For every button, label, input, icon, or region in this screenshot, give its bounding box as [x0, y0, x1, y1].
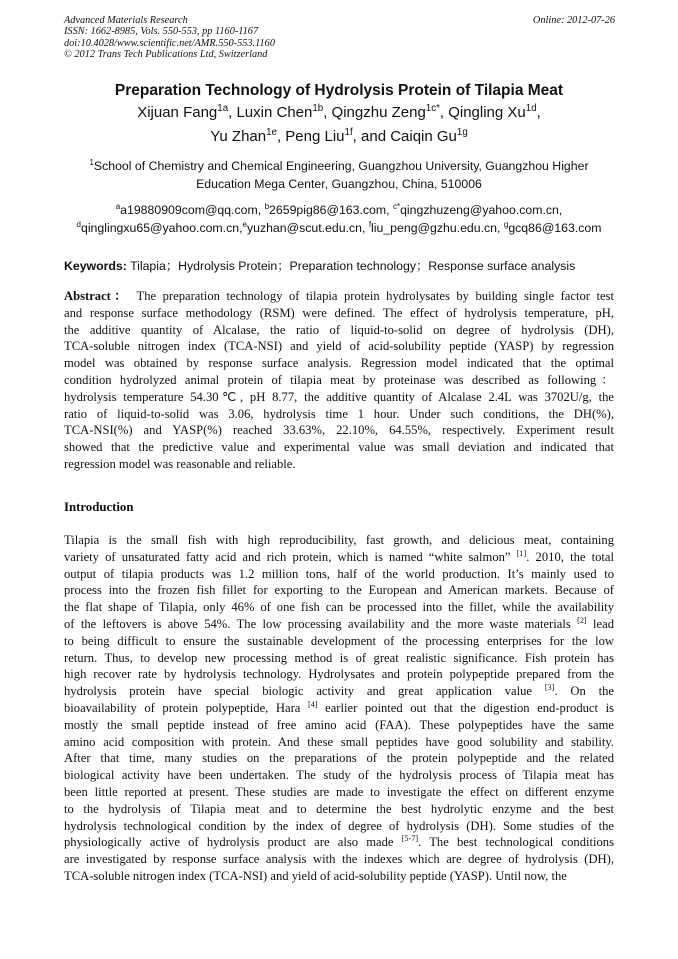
superscript: 1g — [456, 127, 468, 138]
citation[interactable]: [1] — [516, 548, 527, 558]
citation[interactable]: [2] — [577, 615, 587, 625]
text-segment: ratio of liquid-to-solid was 3.06, hydrolysis time 1 hour. Under such conditions, the DH(%), — [64, 406, 614, 421]
text-segment: mostly the small peptide instead of free amino acid (FAA). These polypeptides have the same — [64, 717, 614, 732]
superscript: b — [264, 201, 270, 211]
paper-title: Preparation Technology of Hydrolysis Protein of Tilapia Meat — [114, 82, 564, 99]
text-segment: qingzhuzeng@yahoo.com.cn, — [400, 203, 563, 217]
text-line — [64, 717, 614, 734]
text-segment: The preparation technology of tilapia protein hydrolysates by building single factor test — [130, 289, 614, 303]
text-segment: Tilapia is the small fish with high reproducibility, fast growth, and delicious meat, containing — [64, 533, 614, 547]
affiliation-line-2 — [0, 177, 678, 191]
text-segment: showed that the predictive value and experimental value was small deviation and indicated that — [64, 440, 614, 455]
text-line — [64, 322, 614, 339]
text-line — [64, 599, 614, 616]
introduction-body — [64, 532, 614, 885]
text-line — [64, 288, 614, 305]
text-segment: the flat shape of Tilapia, only 46% of one fish can be processed into the fillet, while the availability — [64, 600, 614, 615]
text-segment: TCA-NSI(%) and YASP(%) reached 33.63%, 22.10%, 64.55%, respectively. Experiment result — [64, 423, 614, 438]
affiliation-line-1 — [0, 159, 678, 173]
superscript: e — [242, 219, 247, 229]
text-line — [64, 851, 614, 868]
superscript: 1f — [344, 127, 353, 138]
text-line — [64, 784, 614, 801]
text-line — [64, 372, 614, 389]
text-line — [64, 532, 614, 549]
text-line — [64, 616, 614, 633]
authors-line-2 — [0, 128, 678, 145]
superscript: 1b — [312, 103, 324, 114]
text-segment: are investigated by response surface analysis with the indexes which are degree of hydrolysis (DH), — [64, 852, 614, 867]
text-segment: return. Thus, to develop new processing method is of great realistic significance. Fish protein has — [64, 650, 614, 665]
text-segment: liu_peng@gzhu.edu.cn, — [371, 221, 504, 235]
text-segment: process into the frozen fish fillet for exporting to the European and American markets. Because of — [64, 583, 614, 598]
copyright: © 2012 Trans Tech Publications Ltd, Switzerland — [64, 48, 268, 60]
text-line — [64, 650, 614, 667]
text-segment: output of tilapia products was 1.2 million tons, half of the world production. It’s mainly used to — [64, 566, 614, 581]
text-segment: 2659pig86@163.com, — [269, 203, 393, 217]
text-segment: high recover rate by hydrolysis technology. Hydrolysates and protein polypeptide prepared from the — [64, 667, 614, 682]
text-line — [64, 767, 614, 784]
text-segment: yuzhan@scut.edu.cn, — [246, 221, 369, 235]
superscript: d — [76, 219, 81, 229]
text-segment: been little reported at present. These studies are made to investigate the effect on different enzyme — [64, 784, 614, 799]
text-line — [64, 355, 614, 372]
text-segment: TCA-soluble nitrogen index (TCA-NSI) and yield of acid-solubility peptide (YASP) by regression — [64, 339, 614, 354]
text-segment: qinglingxu65@yahoo.com.cn, — [80, 221, 243, 235]
text-line — [64, 700, 614, 717]
text-line — [64, 683, 614, 700]
text-line — [64, 750, 614, 767]
text-segment: , and Caiqin Gu — [352, 128, 457, 145]
text-line — [64, 868, 614, 885]
citation[interactable]: [3] — [544, 682, 555, 692]
text-segment: . 2010, the total — [526, 549, 615, 564]
text-segment: , Qingling Xu — [439, 104, 526, 121]
text-segment: Yu Zhan — [210, 128, 267, 145]
abstract — [64, 288, 614, 473]
text-segment: and response surface methodology (RSM) were defined. The effect of hydrolysis temperature, pH, — [64, 305, 614, 320]
citation[interactable]: [5-7] — [401, 834, 419, 844]
superscript: 1e — [266, 127, 277, 138]
text-segment: , Luxin Chen — [228, 104, 313, 121]
text-segment: amino acid composition with protein. And these small peptides have good solubility and stability. — [64, 734, 614, 749]
section-heading-introduction: Introduction — [64, 500, 134, 514]
text-segment: the additive quantity of Alcalase, the ratio of liquid-to-solid on degree of hydrolysis (DH), — [64, 322, 614, 337]
text-segment: bioavailability of protein polypeptide, Hara — [64, 700, 308, 715]
text-segment: lead — [586, 616, 614, 631]
text-line — [64, 456, 614, 473]
superscript: f — [368, 219, 372, 229]
text-line — [64, 406, 614, 423]
text-segment: . On the — [554, 684, 614, 699]
emails-line-2 — [0, 221, 678, 235]
text-line — [64, 389, 614, 406]
superscript: 1d — [525, 103, 537, 114]
superscript: a — [115, 201, 121, 211]
text-segment: earlier pointed out that the digestion end-product is — [317, 700, 614, 715]
text-segment: a19880909com@qq.com, — [120, 203, 265, 217]
text-segment: biological activity have been undertaken. The study of the hydrolysis process of Tilapia meat has — [64, 768, 614, 783]
superscript: 1a — [217, 103, 229, 114]
text-line — [64, 818, 614, 835]
text-line — [64, 338, 614, 355]
superscript: g — [503, 219, 509, 229]
citation[interactable]: [4] — [307, 699, 318, 709]
emails-line-1 — [0, 203, 678, 217]
text-segment: to being difficult to ensure the sustainable development of the processing enterprises for the low — [64, 633, 614, 648]
text-line — [64, 582, 614, 599]
text-segment: TCA-soluble nitrogen index (TCA-NSI) and yield of acid-solubility peptide (YASP). Until now, the — [64, 868, 567, 883]
keywords-text: Tilapia；Hydrolysis Protein；Preparation technology；Response surface analysis — [126, 259, 576, 273]
keywords — [64, 256, 575, 274]
text-segment: , — [536, 104, 541, 121]
journal-name: Advanced Materials Research — [64, 15, 188, 26]
online-date: Online: 2012-07-26 — [532, 15, 615, 26]
superscript: 1c* — [425, 103, 440, 114]
text-line — [64, 834, 614, 851]
text-line — [64, 734, 614, 751]
journal-header — [64, 15, 275, 60]
text-segment: . The best technological conditions — [418, 835, 614, 850]
text-segment: of the leftovers is above 54%. The low processing availability and the more waste materials — [64, 616, 578, 631]
text-line — [64, 549, 614, 566]
issn: ISSN: 1662-8985, Vols. 550-553, pp 1160-1167 — [64, 26, 259, 38]
text-line — [64, 566, 614, 583]
text-segment: to the hydrolysis of Tilapia meat and to determine the best hydrolytic enzyme and the best — [64, 801, 614, 816]
text-segment: After that time, many studies on the preparations of the protein polypeptide and the related — [64, 751, 614, 766]
text-segment: variety of unsaturated fatty acid and rich protein, which is named “white salmon” — [64, 549, 517, 564]
text-line — [64, 801, 614, 818]
text-segment: hydrolysis technological condition by the index of degree of hydrolysis (DH). Some studies of the — [64, 818, 614, 833]
text-line — [64, 422, 614, 439]
text-segment: hydrolysis temperature 54.30℃, pH 8.77, the additive quantity of Alcalase 2.4L was 3702U/g, the — [64, 389, 614, 404]
text-line — [64, 439, 614, 456]
doi: doi:10.4028/www.scientific.net/AMR.550-553.1160 — [64, 37, 275, 49]
text-segment: condition hydrolyzed animal protein of tilapia meat by proteinase was described as following： — [64, 372, 614, 387]
text-segment: model was obtained by response surface analysis. Regression model indicated that the optimal — [64, 356, 614, 371]
abstract-label: Abstract： — [64, 289, 131, 303]
authors-line-1 — [0, 104, 678, 121]
text-segment: School of Chemistry and Chemical Engineering, Guangzhou University, Guangzhou Higher — [93, 159, 589, 173]
superscript: c* — [392, 201, 401, 211]
text-segment: , Qingzhu Zeng — [323, 104, 426, 121]
text-segment: Xijuan Fang — [137, 104, 218, 121]
text-segment: , Peng Liu — [276, 128, 345, 145]
text-segment: gcq86@163.com — [508, 221, 602, 235]
text-line — [64, 305, 614, 322]
text-segment: Education Mega Center, Guangzhou, China, 510006 — [196, 177, 482, 191]
superscript: 1 — [89, 157, 94, 167]
text-segment: regression model was reasonable and reliable. — [64, 456, 296, 471]
text-segment: physiologically active of hydrolysis product are also made — [64, 835, 402, 850]
text-line — [64, 666, 614, 683]
keywords-label: Keywords: — [64, 259, 127, 273]
text-line — [64, 633, 614, 650]
text-segment: hydrolysis protein have special biologic activity and great application value — [64, 684, 545, 699]
